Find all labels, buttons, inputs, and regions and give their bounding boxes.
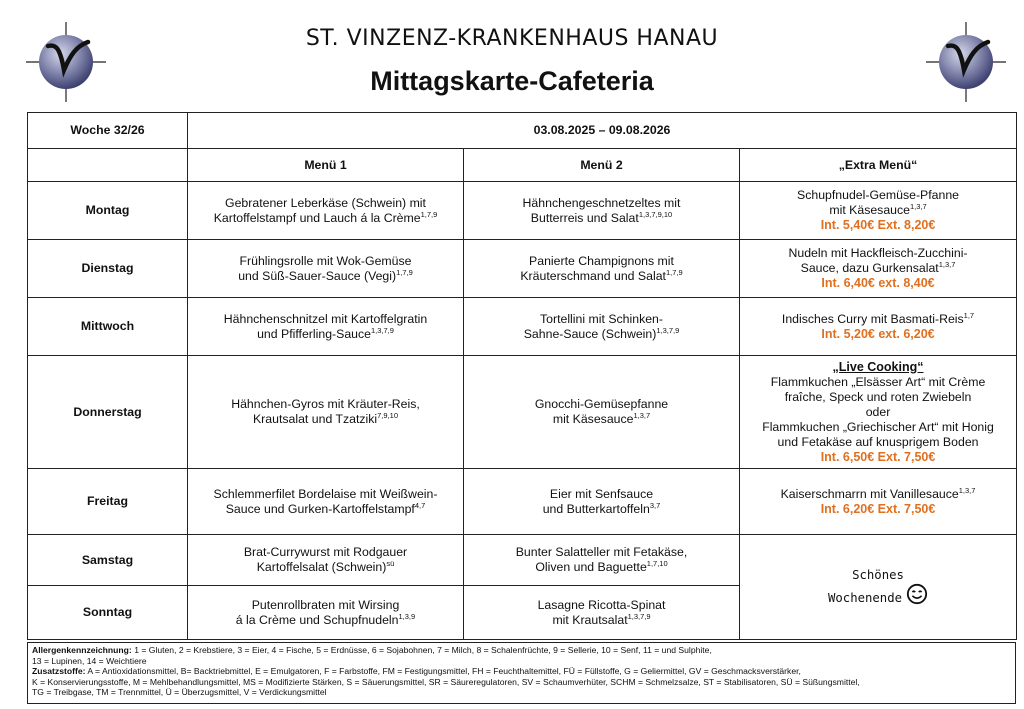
menu2-dish: Gnocchi-Gemüsepfanne mit Käsesauce$^{1,3,7}$ [464, 356, 740, 469]
day-label: Dienstag [28, 240, 188, 298]
menu1-dish: Gebratener Leberkäse (Schwein) mit Kartoffelstampf und Lauch á la Crème$^{1,7,9}$ [188, 182, 464, 240]
table-row [28, 469, 1017, 535]
table-row [28, 535, 1017, 586]
menu2-dish: Lasagne Ricotta-Spinat mit Krautsalat$^{1,3,7,9}$ [464, 586, 740, 640]
price-label: Int. 6,20€ Ext. 7,50€ [820, 501, 936, 516]
price-label: Int. 6,50€ Ext. 7,50€ [820, 449, 936, 464]
menu2-dish: Bunter Salatteller mit Fetakäse, Oliven und Baguette$^{1,7,10}$ [464, 535, 740, 586]
menu1-dish: Hähnchenschnitzel mit Kartoffelgratin und Pfifferling-Sauce$^{1,3,7,9}$ [188, 298, 464, 356]
date-range: 03.08.2025 – 09.08.2026 [188, 113, 1017, 149]
day-label: Sonntag [28, 586, 188, 640]
price-label: Int. 5,40€ Ext. 8,20€ [820, 218, 936, 232]
day-label: Montag [28, 182, 188, 240]
day-label: Donnerstag [28, 356, 188, 469]
extra-dish: Nudeln mit Hackfleisch-Zucchini- Sauce, dazu Gurkensalat$^{1,3,7}$ Int. 6,40€ ext. 8,40€ [740, 240, 1017, 298]
column-header-menu2: Menü 2 [464, 149, 740, 182]
menu1-dish: Frühlingsrolle mit Wok-Gemüse und Süß-Sauer-Sauce (Vegi)$^{1,7,9}$ [188, 240, 464, 298]
hospital-name: ST. VINZENZ-KRANKENHAUS HANAU [305, 26, 719, 51]
page-title: Mittagskarte-Cafeteria [370, 66, 654, 96]
menu2-dish: Tortellini mit Schinken- Sahne-Sauce (Schwein)$^{1,3,7,9}$ [464, 298, 740, 356]
day-label: Samstag [28, 535, 188, 586]
extra-dish-live-cooking: „Live Cooking“ Flammkuchen „Elsässer Art“ mit Crème fraîche, Speck und roten Zwiebeln oder Flammkuchen „Griechischer Art“ mit Honig und Fetakäse auf knusprigem Boden Int. 6,50€ Ext. 7,50€ [740, 356, 1017, 469]
menu1-dish: Hähnchen-Gyros mit Kräuter-Reis, Krautsalat und Tzatziki$^{7,9,10}$ [188, 356, 464, 469]
table-row [28, 240, 1017, 298]
column-header-menu1: Menü 1 [188, 149, 464, 182]
menu2-dish: Panierte Champignons mit Kräuterschmand und Salat$^{1,7,9}$ [464, 240, 740, 298]
weekend-greeting: Schönes Wochenende [740, 535, 1017, 640]
day-label: Freitag [28, 469, 188, 535]
menu2-dish: Hähnchengeschnetzeltes mit Butterreis und Salat$^{1,3,7,9,10}$ [464, 182, 740, 240]
menu1-dish: Brat-Currywurst mit Rodgauer Kartoffelsalat (Schwein)$^{sü}$ [188, 535, 464, 586]
table-row [28, 298, 1017, 356]
allergen-footer: Allergenkennzeichnung: 1 = Gluten, 2 = Krebstiere, 3 = Eier, 4 = Fische, 5 = Erdnüsse, 6 = Sojabohnen, 7 = Milch, 8 = Schalenfrüchte, 9 = Sellerie, 10 = Senf, 11 = und Sulphite, 13 = Lupinen, 14 = Weichtiere Zusatzstoffe: A = Antioxidationsmittel, B= Backtriebmittel, E = Emulgatoren, F = Farbstoffe, FM = Festigungsmittel, FH = Feuchthaltemittel, FÜ = Füllstoffe, G = Geliermittel, GV = Geschmacksverstärker, K = Konservierungsstoffe, M = Mehlbehandlungsmittel, MS = Modifizierte Stärken, S = Säuerungsmittel, SR = Säureregulatoren, SV = Schaumverhüter, SCHM = Schmelzsalze, ST = Stabilisatoren, SÜ = Süßungsmittel, TG = Treibgase, TM = Trennmittel, Ü = Überzugsmittel, V = Verdickungsmittel [27, 642, 1016, 704]
empty-header-cell [28, 149, 188, 182]
extra-dish: Indisches Curry mit Basmati-Reis$^{1,7}$ Int. 5,20€ ext. 6,20€ [740, 298, 1017, 356]
table-row [28, 182, 1017, 240]
menu2-dish: Eier mit Senfsauce und Butterkartoffeln$^{3,7}$ [464, 469, 740, 535]
price-label: Int. 5,20€ ext. 6,20€ [821, 326, 935, 341]
column-header-extra: „Extra Menü“ [740, 149, 1017, 182]
menu1-dish: Schlemmerfilet Bordelaise mit Weißwein- Sauce und Gurken-Kartoffelstampf$^{4,7}$ [188, 469, 464, 535]
live-cooking-title: „Live Cooking“ [832, 359, 924, 374]
menu-table [27, 112, 1017, 640]
extra-dish: Schupfnudel-Gemüse-Pfanne mit Käsesauce$^{1,3,7}$ Int. 5,40€ Ext. 8,20€ [740, 182, 1017, 240]
menu1-dish: Putenrollbraten mit Wirsing á la Crème und Schupfnudeln$^{1,3,9}$ [188, 586, 464, 640]
smiley-icon [906, 583, 928, 605]
day-label: Mittwoch [28, 298, 188, 356]
extra-dish: Kaiserschmarrn mit Vanillesauce$^{1,3,7}$ Int. 6,20€ Ext. 7,50€ [740, 469, 1017, 535]
price-label: Int. 6,40€ ext. 8,40€ [821, 276, 935, 290]
table-row [28, 356, 1017, 469]
week-label: Woche 32/26 [28, 113, 188, 149]
